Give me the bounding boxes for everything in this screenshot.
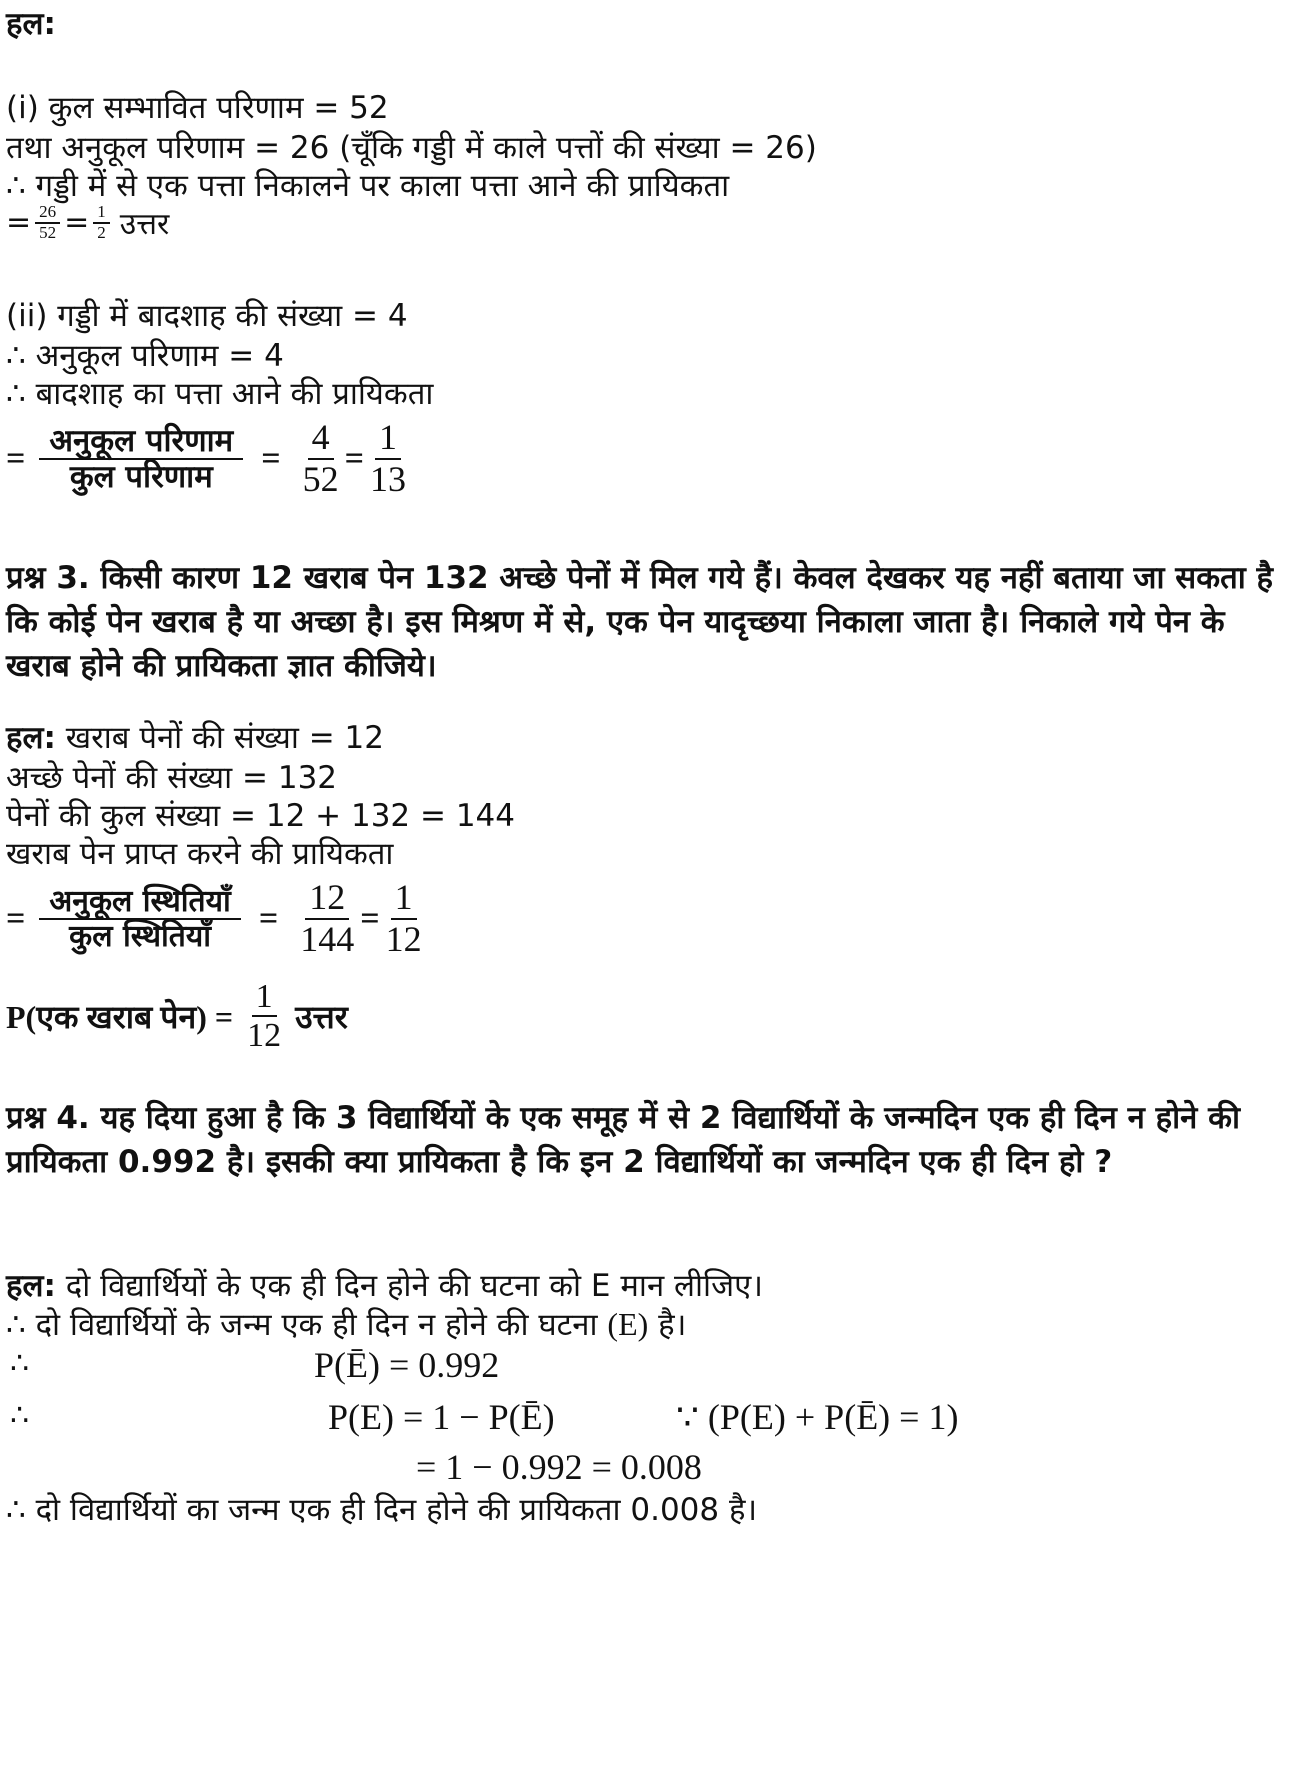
- fraction: $\frac{12}{144}$: [300, 877, 355, 959]
- fraction: $\frac{1}{12}$: [385, 877, 422, 959]
- question-4: प्रश्न 4. यह दिया हुआ है कि 3 विद्यार्थियों के एक समूह में से 2 विद्यार्थियों के जन्मदिन एक ही दिन न होने की प्रायिकता 0.992 है। इसकी क्या प्रायिकता है कि इन 2 विद्यार्थियों का जन्मदिन एक ही दिन हो ?: [6, 1100, 1240, 1180]
- text-line: ∴ दो विद्यार्थियों का जन्म एक ही दिन होने की प्रायिकता 0.008 है।: [6, 1492, 758, 1528]
- question-3: प्रश्न 3. किसी कारण 12 खराब पेन 132 अच्छे पेनों में मिल गये हैं। केवल देखकर यह नहीं बताया जा सकता है कि कोई पेन खराब है या अच्छा है। इस मिश्रण में से, एक पेन यादृच्छया निकाला जाता है। निकाले गये पेन के खराब होने की प्रायिकता ज्ञात कीजिये।: [6, 560, 1274, 684]
- text-line: अच्छे पेनों की संख्या = 132: [6, 760, 338, 796]
- fraction: $\frac{\text{अनुकूल परिणाम}}{\text{कुल परिणाम}}$: [39, 424, 243, 494]
- solution-label: हल:: [6, 6, 56, 42]
- math-line: = 1 − 0.992 = 0.008: [416, 1447, 702, 1487]
- therefore-symbol: ∴: [10, 1398, 30, 1433]
- fraction-equation: = $\frac{\text{अनुकूल परिणाम}}{\text{कुल परिणाम}}$ = $\frac{4}{52}$ = $\frac{1}{13}$: [6, 418, 410, 499]
- fraction: $\frac{1}{12}$: [247, 978, 282, 1055]
- fraction-equation: = $\frac{26}{52}$ = $\frac{1}{2}$ उत्तर: [6, 201, 170, 242]
- event-complement: (E): [607, 1306, 649, 1342]
- fraction: $\frac{\text{अनुकूल स्थितियाँ}}{\text{कुल स्थितियाँ}}$: [39, 885, 240, 953]
- probability-result: P(एक खराब पेन) = $\frac{1}{12}$ उत्तर: [6, 978, 348, 1055]
- because-note: ∵ (P(E) + P(Ē) = 1): [676, 1397, 959, 1437]
- solution-label: हल:: [6, 1268, 56, 1304]
- math-line: P(Ē) = 0.992: [314, 1345, 500, 1385]
- fraction: $\frac{26}{52}$: [35, 203, 60, 242]
- fraction: $\frac{1}{2}$: [93, 203, 110, 242]
- text-line: तथा अनुकूल परिणाम = 26 (चूँकि गड्डी में काले पत्तों की संख्या = 26): [6, 130, 817, 166]
- text-line: ∴ अनुकूल परिणाम = 4: [6, 338, 284, 374]
- math-line: P(E) = 1 − P(Ē): [328, 1397, 555, 1437]
- fraction-equation: = $\frac{\text{अनुकूल स्थितियाँ}}{\text{कुल स्थितियाँ}}$ = $\frac{12}{144}$ = $\frac{1}{12}$: [6, 878, 426, 959]
- text-line: (ii) गड्डी में बादशाह की संख्या = 4: [6, 298, 408, 334]
- fraction: $\frac{4}{52}$: [302, 417, 339, 499]
- therefore-symbol: ∴: [10, 1346, 30, 1381]
- text-line: हल: दो विद्यार्थियों के एक ही दिन होने की घटना को E मान लीजिए।: [6, 1268, 763, 1304]
- fraction: $\frac{1}{13}$: [369, 417, 406, 499]
- solution-label: हल:: [6, 720, 56, 756]
- text-line: (i) कुल सम्भावित परिणाम = 52: [6, 90, 389, 126]
- text-line: ∴ दो विद्यार्थियों के जन्म एक ही दिन न होने की घटना (E) है।: [6, 1306, 687, 1343]
- text-line: खराब पेन प्राप्त करने की प्रायिकता: [6, 836, 394, 872]
- text-line: पेनों की कुल संख्या = 12 + 132 = 144: [6, 798, 515, 834]
- text-line: हल: खराब पेनों की संख्या = 12: [6, 720, 384, 756]
- text-line: ∴ गड्डी में से एक पत्ता निकालने पर काला पत्ता आने की प्रायिकता: [6, 168, 730, 204]
- text-line: ∴ बादशाह का पत्ता आने की प्रायिकता: [6, 376, 434, 412]
